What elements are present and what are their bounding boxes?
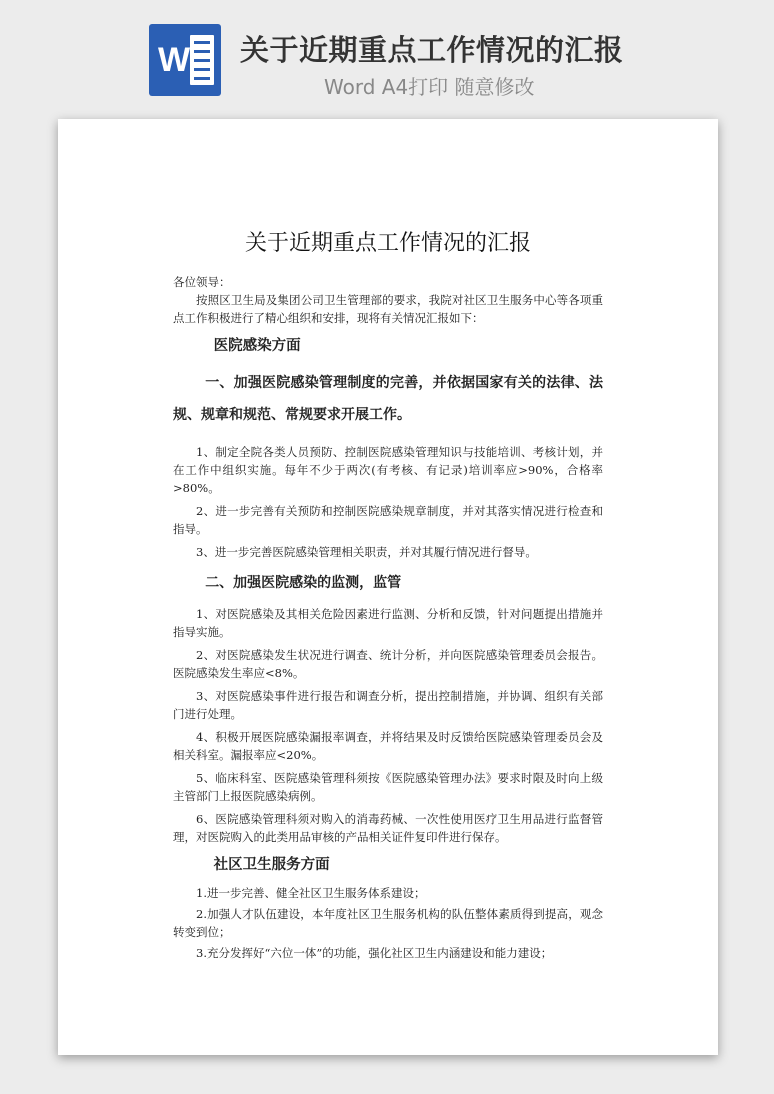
word-logo-letter: W [157, 41, 191, 79]
section-heading-infection: 医院感染方面 [213, 337, 301, 354]
word-document-icon [149, 24, 221, 96]
subsection-heading-monitoring: 二、加强医院感染的监测，监管 [205, 575, 402, 591]
banner-subtitle: Word A4打印 随意修改 [324, 75, 535, 99]
subsection-heading-management: 一、加强医院感染管理制度的完善，并依据国家有关的法律、法规、规章和规范、常规要求开展工作。 [173, 375, 603, 423]
salutation: 各位领导： [173, 275, 231, 289]
list-item: 4、积极开展医院感染漏报率调查，并将结果及时反馈给医院感染管理委员会及相关科室。漏报率应<20%。 [173, 730, 603, 762]
list-item: 3、对医院感染事件进行报告和调查分析，提出控制措施，并协调、组织有关部门进行处理。 [173, 689, 603, 721]
list-item: 2、进一步完善有关预防和控制医院感染规章制度，并对其落实情况进行检查和指导。 [173, 504, 603, 536]
list-item: 3、进一步完善医院感染管理相关职责，并对其履行情况进行督导。 [196, 545, 537, 559]
section-heading-community: 社区卫生服务方面 [213, 856, 330, 873]
list-item: 2.加强人才队伍建设，本年度社区卫生服务机构的队伍整体素质得到提高，观念转变到位； [173, 907, 603, 939]
list-item: 1、对医院感染及其相关危险因素进行监测、分析和反馈，针对问题提出措施并指导实施。 [173, 607, 603, 639]
list-item: 3.充分发挥好“六位一体”的功能，强化社区卫生内涵建设和能力建设； [196, 946, 553, 960]
intro-paragraph: 按照区卫生局及集团公司卫生管理部的要求，我院对社区卫生服务中心等各项重点工作积极进行了精心组织和安排，现将有关情况汇报如下： [173, 293, 603, 325]
list-item: 2、对医院感染发生状况进行调查、统计分析，并向医院感染管理委员会报告。医院感染发生率应<8%。 [173, 648, 603, 680]
list-item: 1.进一步完善、健全社区卫生服务体系建设； [196, 886, 426, 900]
list-item: 5、临床科室、医院感染管理科须按《医院感染管理办法》要求时限及时向上级主管部门上报医院感染病例。 [173, 771, 603, 803]
document-body [173, 229, 603, 965]
banner-title: 关于近期重点工作情况的汇报 [240, 33, 624, 67]
preview-banner [0, 0, 774, 110]
document-title: 关于近期重点工作情况的汇报 [244, 231, 531, 256]
list-item: 6、医院感染管理科须对购入的消毒药械、一次性使用医疗卫生用品进行监督管理，对医院购入的此类用品审核的产品相关证件复印件进行保存。 [173, 812, 603, 844]
list-item: 1、制定全院各类人员预防、控制医院感染管理知识与技能培训、考核计划，并在工作中组织实施。每年不少于两次(有考核、有记录)培训率应>90%，合格率>80%。 [173, 445, 603, 495]
document-page [58, 119, 718, 1055]
